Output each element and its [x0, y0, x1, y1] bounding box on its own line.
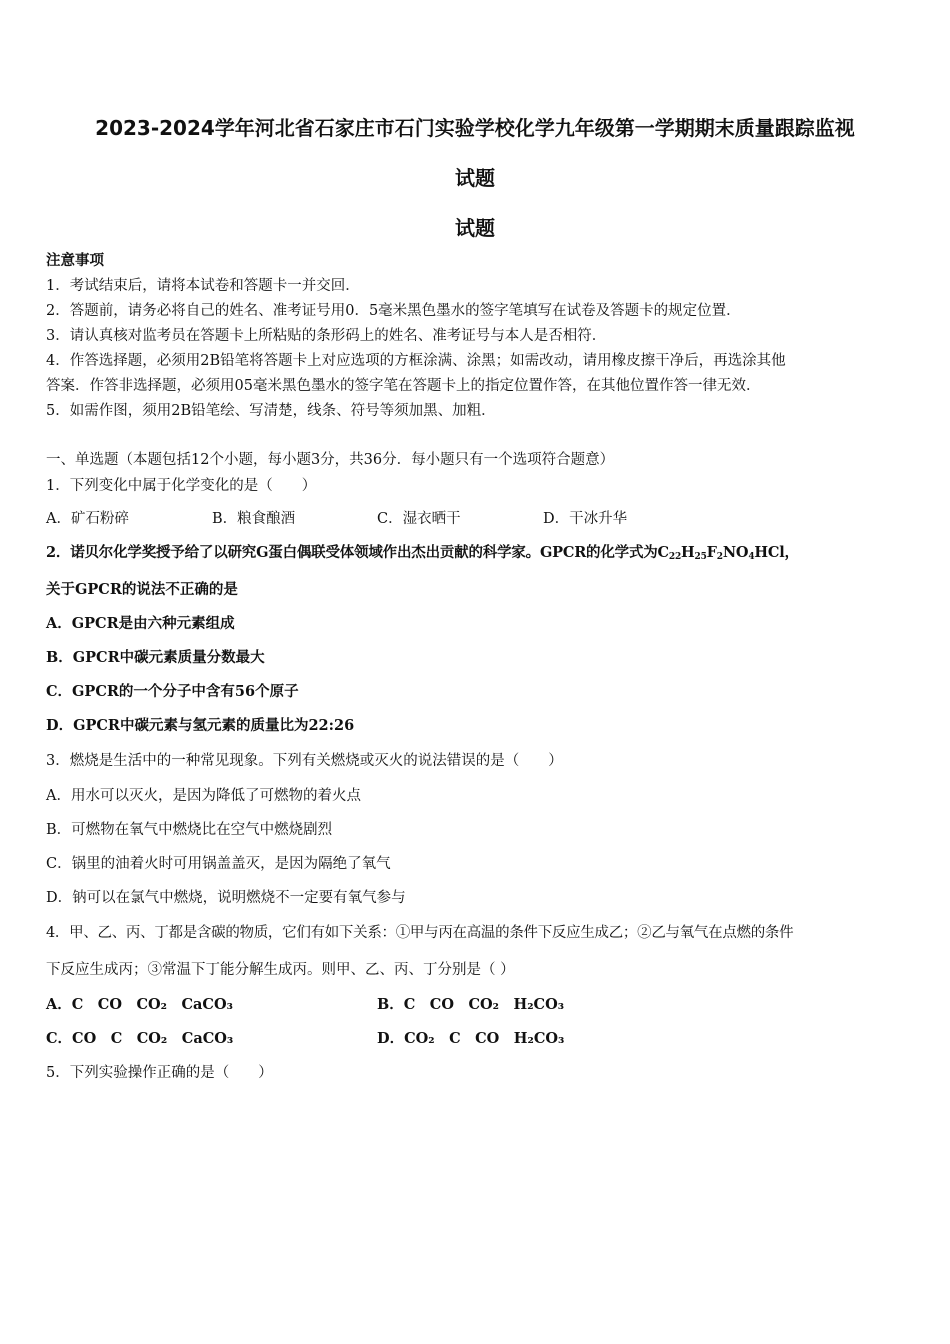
formula-h: H — [681, 544, 695, 561]
question-3-option-b: B．可燃物在氧气中燃烧比在空气中燃烧剧烈 — [46, 822, 333, 838]
exam-title-line2: 试题 — [455, 166, 495, 190]
formula-c-count: 22 — [668, 552, 682, 562]
formula-c: C — [657, 544, 669, 561]
question-4-option-d: D．CO₂ C CO H₂CO₃ — [377, 1030, 565, 1047]
question-3-option-a: A．用水可以灭火，是因为降低了可燃物的着火点 — [46, 788, 361, 804]
question-1-option-b: B．粮食酿酒 — [212, 511, 296, 527]
question-4-stem-line2: 下反应生成丙；③常温下丁能分解生成丙。则甲、乙、丙、丁分别是（ ） — [46, 962, 515, 978]
exam-title-line3: 试题 — [455, 216, 495, 240]
notice-item-4: 4．作答选择题，必须用2B铅笔将答题卡上对应选项的方框涂满、涂黑；如需改动，请用橡皮擦干净后，再选涂其他 — [46, 353, 786, 369]
notice-item-5: 5．如需作图，须用2B铅笔绘、写清楚，线条、符号等须加黑、加粗． — [46, 403, 496, 419]
notice-heading: 注意事项 — [46, 252, 104, 269]
exam-title-line1: 2023-2024学年河北省石家庄市石门实验学校化学九年级第一学期期末质量跟踪监视 — [95, 116, 855, 140]
formula-f-count: 2 — [716, 552, 723, 562]
question-3-option-d: D．钠可以在氯气中燃烧，说明燃烧不一定要有氧气参与 — [46, 890, 406, 906]
question-1-option-c: C．湿衣晒干 — [377, 511, 461, 527]
formula-f: F — [706, 544, 717, 561]
question-2-option-c: C．GPCR的一个分子中含有56个原子 — [46, 683, 299, 700]
question-1-option-a: A．矿石粉碎 — [46, 511, 129, 527]
notice-item-4-cont: 答案．作答非选择题，必须用05毫米黑色墨水的签字笔在答题卡上的指定位置作答，在其他位置作答一律无效． — [46, 378, 761, 394]
formula-hcl: HCl， — [754, 544, 799, 561]
question-2-stem-line2: 关于GPCR的说法不正确的是 — [46, 581, 238, 598]
question-2-stem-text: 2．诺贝尔化学奖授予给了以研究G蛋白偶联受体领域作出杰出贡献的科学家。GPCR的化学式为 — [46, 544, 658, 561]
question-1-stem: 1．下列变化中属于化学变化的是（ ） — [46, 478, 317, 494]
formula-no: NO — [722, 544, 749, 561]
formula-h-count: 25 — [694, 552, 707, 562]
question-2-option-b: B．GPCR中碳元素质量分数最大 — [46, 649, 265, 666]
question-4-option-c: C．CO C CO₂ CaCO₃ — [46, 1030, 234, 1047]
question-3-option-c: C．锅里的油着火时可用锅盖盖灭，是因为隔绝了氧气 — [46, 856, 391, 872]
question-4-option-a: A．C CO CO₂ CaCO₃ — [46, 996, 233, 1013]
formula-o-count: 4 — [748, 552, 755, 562]
question-2-option-d: D．GPCR中碳元素与氢元素的质量比为22:26 — [46, 717, 355, 734]
question-4-stem-line1: 4．甲、乙、丙、丁都是含碳的物质，它们有如下关系：①甲与丙在高温的条件下反应生成乙；②乙与氧气在点燃的条件 — [46, 925, 794, 941]
notice-item-3: 3．请认真核对监考员在答题卡上所粘贴的条形码上的姓名、准考证号与本人是否相符． — [46, 328, 607, 344]
section-heading: 一、单选题（本题包括12个小题，每小题3分，共36分．每小题只有一个选项符合题意） — [46, 452, 615, 468]
question-3-stem: 3．燃烧是生活中的一种常见现象。下列有关燃烧或灭火的说法错误的是（ ） — [46, 753, 563, 769]
question-1-option-d: D．干冰升华 — [543, 511, 628, 527]
question-4-option-b: B．C CO CO₂ H₂CO₃ — [377, 996, 565, 1013]
question-2-option-a: A．GPCR是由六种元素组成 — [46, 615, 235, 632]
question-5-stem: 5．下列实验操作正确的是（ ） — [46, 1065, 273, 1081]
notice-item-2: 2．答题前，请务必将自己的姓名、准考证号用0．5毫米黑色墨水的签字笔填写在试卷及答题卡的规定位置． — [46, 303, 741, 319]
question-2-stem-line1 — [46, 543, 799, 563]
notice-item-1: 1．考试结束后，请将本试卷和答题卡一并交回． — [46, 278, 360, 294]
